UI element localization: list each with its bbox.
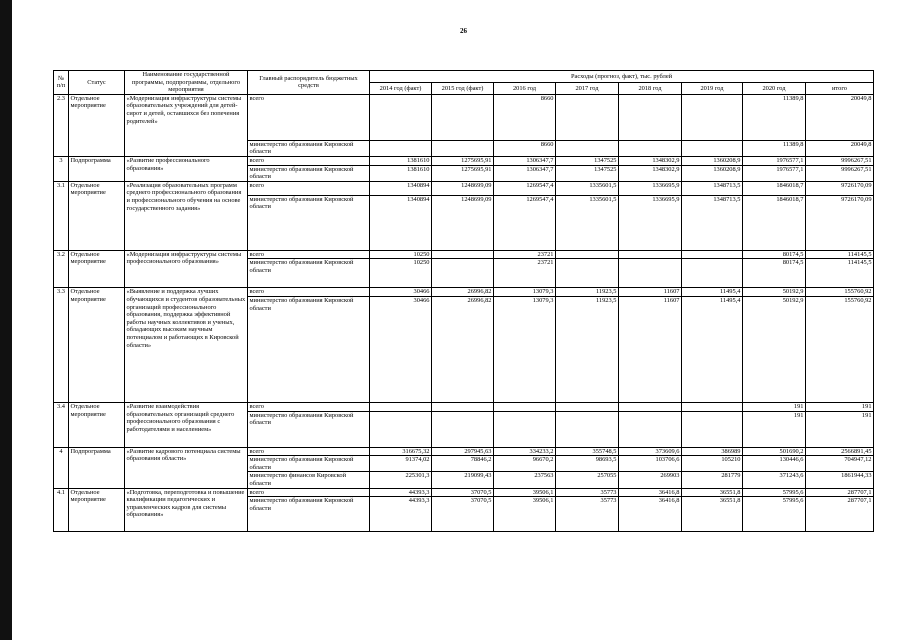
row-year-value: 1348713,5 bbox=[682, 181, 743, 195]
row-year-value: 1976577,1 bbox=[743, 165, 806, 181]
row-year-value: 1335601,5 bbox=[556, 181, 619, 195]
row-year-value: 11607 bbox=[619, 288, 682, 297]
row-year-value: 1846018,7 bbox=[743, 195, 806, 250]
row-year-value: 1336695,9 bbox=[619, 181, 682, 195]
row-year-value: 316675,32 bbox=[370, 447, 432, 456]
row-year-value: 373609,6 bbox=[619, 447, 682, 456]
header-year: 2014 год (факт) bbox=[370, 82, 432, 94]
row-year-value: 44393,3 bbox=[370, 497, 432, 532]
row-year-value: 80174,5 bbox=[743, 259, 806, 288]
row-total-value: 155760,92 bbox=[806, 296, 874, 402]
row-year-value bbox=[370, 94, 432, 140]
row-year-value: 10250 bbox=[370, 250, 432, 259]
row-year-value: 11607 bbox=[619, 296, 682, 402]
row-year-value: 80174,5 bbox=[743, 250, 806, 259]
row-year-value bbox=[556, 411, 619, 447]
header-row-1 bbox=[54, 71, 874, 83]
row-total-value: 114145,5 bbox=[806, 250, 874, 259]
row-admin: всего bbox=[248, 250, 370, 259]
row-year-value bbox=[432, 259, 494, 288]
row-year-value: 130446,6 bbox=[743, 456, 806, 472]
row-admin: министерство образования Кировской области bbox=[248, 259, 370, 288]
row-total-value: 704947,12 bbox=[806, 456, 874, 472]
row-status: Отдельное мероприятие bbox=[69, 181, 125, 250]
row-year-value: 30466 bbox=[370, 288, 432, 297]
row-year-value bbox=[556, 259, 619, 288]
row-name: «Модернизация инфраструктуры системы профессионального образования» bbox=[125, 250, 248, 288]
row-year-value bbox=[556, 250, 619, 259]
row-year-value: 1335601,5 bbox=[556, 195, 619, 250]
row-admin: всего bbox=[248, 94, 370, 140]
row-total-value: 20049,8 bbox=[806, 94, 874, 140]
row-year-value bbox=[619, 402, 682, 411]
row-admin: министерство образования Кировской области bbox=[248, 165, 370, 181]
row-total-value: 114145,5 bbox=[806, 259, 874, 288]
header-year: 2018 год bbox=[619, 82, 682, 94]
header-year: 2019 год bbox=[682, 82, 743, 94]
row-year-value: 8660 bbox=[494, 140, 556, 156]
row-year-value: 50192,9 bbox=[743, 296, 806, 402]
table-row bbox=[54, 94, 874, 140]
row-year-value: 105210 bbox=[682, 456, 743, 472]
row-total-value: 287707,1 bbox=[806, 488, 874, 497]
header-admin: Главный распорядитель бюджетных средств bbox=[248, 71, 370, 95]
row-status: Отдельное мероприятие bbox=[69, 94, 125, 156]
table-row bbox=[54, 156, 874, 165]
row-year-value: 36416,8 bbox=[619, 497, 682, 532]
row-year-value: 30466 bbox=[370, 296, 432, 402]
row-year-value: 1269547,4 bbox=[494, 195, 556, 250]
row-admin: всего bbox=[248, 402, 370, 411]
row-year-value: 103706,6 bbox=[619, 456, 682, 472]
row-year-value bbox=[682, 250, 743, 259]
table-row bbox=[54, 488, 874, 497]
row-status: Отдельное мероприятие bbox=[69, 488, 125, 532]
row-admin: министерство финансов Кировской области bbox=[248, 472, 370, 488]
row-year-value: 191 bbox=[743, 411, 806, 447]
row-year-value: 257055 bbox=[556, 472, 619, 488]
row-year-value bbox=[619, 411, 682, 447]
row-year-value: 1340894 bbox=[370, 181, 432, 195]
row-year-value bbox=[682, 140, 743, 156]
row-year-value: 386989 bbox=[682, 447, 743, 456]
row-year-value: 26996,82 bbox=[432, 288, 494, 297]
row-year-value: 281779 bbox=[682, 472, 743, 488]
row-year-value: 237563 bbox=[494, 472, 556, 488]
row-year-value bbox=[682, 94, 743, 140]
row-year-value: 1348302,9 bbox=[619, 165, 682, 181]
row-year-value: 225301,3 bbox=[370, 472, 432, 488]
row-year-value bbox=[556, 94, 619, 140]
row-year-value: 355748,5 bbox=[556, 447, 619, 456]
row-name: «Модернизация инфраструктуры системы образовательных учреждений для детей-сирот и детей, оставшихся без попечения родителей» bbox=[125, 94, 248, 156]
row-year-value: 371243,6 bbox=[743, 472, 806, 488]
row-year-value: 78846,2 bbox=[432, 456, 494, 472]
row-year-value: 44393,3 bbox=[370, 488, 432, 497]
row-total-value: 9726170,09 bbox=[806, 181, 874, 195]
table-row bbox=[54, 250, 874, 259]
row-admin: всего bbox=[248, 488, 370, 497]
row-year-value bbox=[494, 402, 556, 411]
row-total-value: 191 bbox=[806, 411, 874, 447]
budget-table bbox=[53, 70, 874, 532]
row-year-value bbox=[432, 140, 494, 156]
row-year-value: 11923,5 bbox=[556, 288, 619, 297]
row-admin: министерство образования Кировской области bbox=[248, 456, 370, 472]
row-year-value bbox=[619, 94, 682, 140]
row-name: «Реализация образовательных программ среднего профессионального образования и профессионального обучения на основе государственного задания» bbox=[125, 181, 248, 250]
row-year-value bbox=[682, 259, 743, 288]
row-year-value: 35773 bbox=[556, 497, 619, 532]
row-year-value: 1306347,7 bbox=[494, 165, 556, 181]
row-number: 3.3 bbox=[54, 288, 69, 403]
header-expenses: Расходы (прогноз, факт), тыс. рублей bbox=[370, 71, 874, 83]
row-admin: всего bbox=[248, 156, 370, 165]
row-admin: министерство образования Кировской области bbox=[248, 497, 370, 532]
row-year-value: 1269547,4 bbox=[494, 181, 556, 195]
row-year-value: 11495,4 bbox=[682, 296, 743, 402]
row-admin: всего bbox=[248, 447, 370, 456]
row-year-value: 269903 bbox=[619, 472, 682, 488]
scan-edge-bar bbox=[0, 0, 12, 640]
row-year-value: 91374,02 bbox=[370, 456, 432, 472]
row-year-value: 1976577,1 bbox=[743, 156, 806, 165]
row-admin: министерство образования Кировской области bbox=[248, 195, 370, 250]
row-year-value: 8660 bbox=[494, 94, 556, 140]
row-admin: министерство образования Кировской области bbox=[248, 140, 370, 156]
row-year-value bbox=[432, 411, 494, 447]
row-status: Подпрограмма bbox=[69, 156, 125, 181]
table-row bbox=[54, 447, 874, 456]
row-year-value: 36416,8 bbox=[619, 488, 682, 497]
row-year-value: 1248699,09 bbox=[432, 181, 494, 195]
row-year-value bbox=[619, 140, 682, 156]
row-year-value: 1336695,9 bbox=[619, 195, 682, 250]
table-row bbox=[54, 402, 874, 411]
row-year-value: 11923,5 bbox=[556, 296, 619, 402]
row-year-value: 1306347,7 bbox=[494, 156, 556, 165]
row-year-value bbox=[432, 250, 494, 259]
table-row bbox=[54, 288, 874, 297]
row-year-value: 11389,8 bbox=[743, 140, 806, 156]
row-number: 4.1 bbox=[54, 488, 69, 532]
row-year-value: 39506,1 bbox=[494, 488, 556, 497]
page-number: 26 bbox=[460, 27, 467, 35]
row-year-value: 297945,63 bbox=[432, 447, 494, 456]
row-total-value: 2566891,45 bbox=[806, 447, 874, 456]
row-number: 2.3 bbox=[54, 94, 69, 156]
header-year: 2017 год bbox=[556, 82, 619, 94]
row-total-value: 20049,8 bbox=[806, 140, 874, 156]
header-name: Наименование государственной программы, подпрограммы, отдельного мероприятия bbox=[125, 71, 248, 95]
row-year-value bbox=[619, 250, 682, 259]
row-name: «Развитие кадрового потенциала системы образования области» bbox=[125, 447, 248, 488]
row-year-value: 26996,82 bbox=[432, 296, 494, 402]
row-year-value: 1248699,09 bbox=[432, 195, 494, 250]
row-year-value bbox=[556, 140, 619, 156]
header-year: 2015 год (факт) bbox=[432, 82, 494, 94]
row-year-value bbox=[370, 402, 432, 411]
row-total-value: 9726170,09 bbox=[806, 195, 874, 250]
row-year-value bbox=[556, 402, 619, 411]
row-year-value: 1381610 bbox=[370, 156, 432, 165]
row-year-value: 10250 bbox=[370, 259, 432, 288]
row-year-value: 501690,2 bbox=[743, 447, 806, 456]
row-year-value: 37070,5 bbox=[432, 488, 494, 497]
row-status: Отдельное мероприятие bbox=[69, 250, 125, 288]
row-year-value: 57995,6 bbox=[743, 488, 806, 497]
row-year-value: 1348713,5 bbox=[682, 195, 743, 250]
row-year-value: 37070,5 bbox=[432, 497, 494, 532]
row-number: 3.4 bbox=[54, 402, 69, 447]
row-year-value: 334233,2 bbox=[494, 447, 556, 456]
row-year-value: 11389,8 bbox=[743, 94, 806, 140]
row-number: 3 bbox=[54, 156, 69, 181]
header-year: 2016 год bbox=[494, 82, 556, 94]
row-total-value: 287707,1 bbox=[806, 497, 874, 532]
row-total-value: 155760,92 bbox=[806, 288, 874, 297]
row-status: Отдельное мероприятие bbox=[69, 402, 125, 447]
row-year-value: 11495,4 bbox=[682, 288, 743, 297]
row-year-value: 1275695,91 bbox=[432, 156, 494, 165]
header-year: 2020 год bbox=[743, 82, 806, 94]
row-year-value: 1846018,7 bbox=[743, 181, 806, 195]
row-year-value: 1360208,9 bbox=[682, 165, 743, 181]
row-year-value: 57995,6 bbox=[743, 497, 806, 532]
row-year-value: 1347525 bbox=[556, 156, 619, 165]
row-number: 4 bbox=[54, 447, 69, 488]
row-year-value: 1340894 bbox=[370, 195, 432, 250]
row-admin: всего bbox=[248, 288, 370, 297]
row-status: Отдельное мероприятие bbox=[69, 288, 125, 403]
row-year-value: 1348302,9 bbox=[619, 156, 682, 165]
row-year-value: 23721 bbox=[494, 250, 556, 259]
row-year-value bbox=[494, 411, 556, 447]
row-number: 3.2 bbox=[54, 250, 69, 288]
row-year-value bbox=[682, 411, 743, 447]
row-year-value bbox=[619, 259, 682, 288]
row-admin: всего bbox=[248, 181, 370, 195]
row-year-value: 1275695,91 bbox=[432, 165, 494, 181]
row-year-value: 36551,8 bbox=[682, 497, 743, 532]
row-admin: министерство образования Кировской области bbox=[248, 296, 370, 402]
row-admin: министерство образования Кировской области bbox=[248, 411, 370, 447]
row-year-value: 96670,2 bbox=[494, 456, 556, 472]
row-total-value: 9996267,51 bbox=[806, 156, 874, 165]
row-total-value: 1861944,33 bbox=[806, 472, 874, 488]
row-year-value bbox=[370, 140, 432, 156]
row-name: «Подготовка, переподготовка и повышение квалификации педагогических и управленческих кадров для системы образования» bbox=[125, 488, 248, 532]
row-year-value: 50192,9 bbox=[743, 288, 806, 297]
row-year-value: 1360208,9 bbox=[682, 156, 743, 165]
row-name: «Развитие взаимодействия образовательных организаций среднего профессионального образования с работодателями и населением» bbox=[125, 402, 248, 447]
header-no: № п/п bbox=[54, 71, 69, 95]
header-status: Статус bbox=[69, 71, 125, 95]
table-row bbox=[54, 181, 874, 195]
row-status: Подпрограмма bbox=[69, 447, 125, 488]
row-year-value: 35773 bbox=[556, 488, 619, 497]
row-year-value: 23721 bbox=[494, 259, 556, 288]
row-year-value: 191 bbox=[743, 402, 806, 411]
row-year-value: 36551,8 bbox=[682, 488, 743, 497]
row-year-value: 39506,1 bbox=[494, 497, 556, 532]
row-year-value: 1381610 bbox=[370, 165, 432, 181]
row-year-value: 98693,5 bbox=[556, 456, 619, 472]
row-total-value: 9996267,51 bbox=[806, 165, 874, 181]
row-number: 3.1 bbox=[54, 181, 69, 250]
row-name: «Развитие профессионального образования» bbox=[125, 156, 248, 181]
row-year-value bbox=[682, 402, 743, 411]
row-year-value bbox=[432, 94, 494, 140]
row-year-value bbox=[432, 402, 494, 411]
row-year-value: 1347525 bbox=[556, 165, 619, 181]
row-year-value: 13079,3 bbox=[494, 288, 556, 297]
row-year-value: 13079,3 bbox=[494, 296, 556, 402]
row-total-value: 191 bbox=[806, 402, 874, 411]
row-name: «Выявление и поддержка лучших обучающихся и студентов образовательных организаций профессионального образования, поддержка эффективной работы научных коллективов и ученых, обладающих высоким научным потенциалом и работающих в Кировской области» bbox=[125, 288, 248, 403]
header-total: итого bbox=[806, 82, 874, 94]
row-year-value bbox=[370, 411, 432, 447]
row-year-value: 219099,43 bbox=[432, 472, 494, 488]
